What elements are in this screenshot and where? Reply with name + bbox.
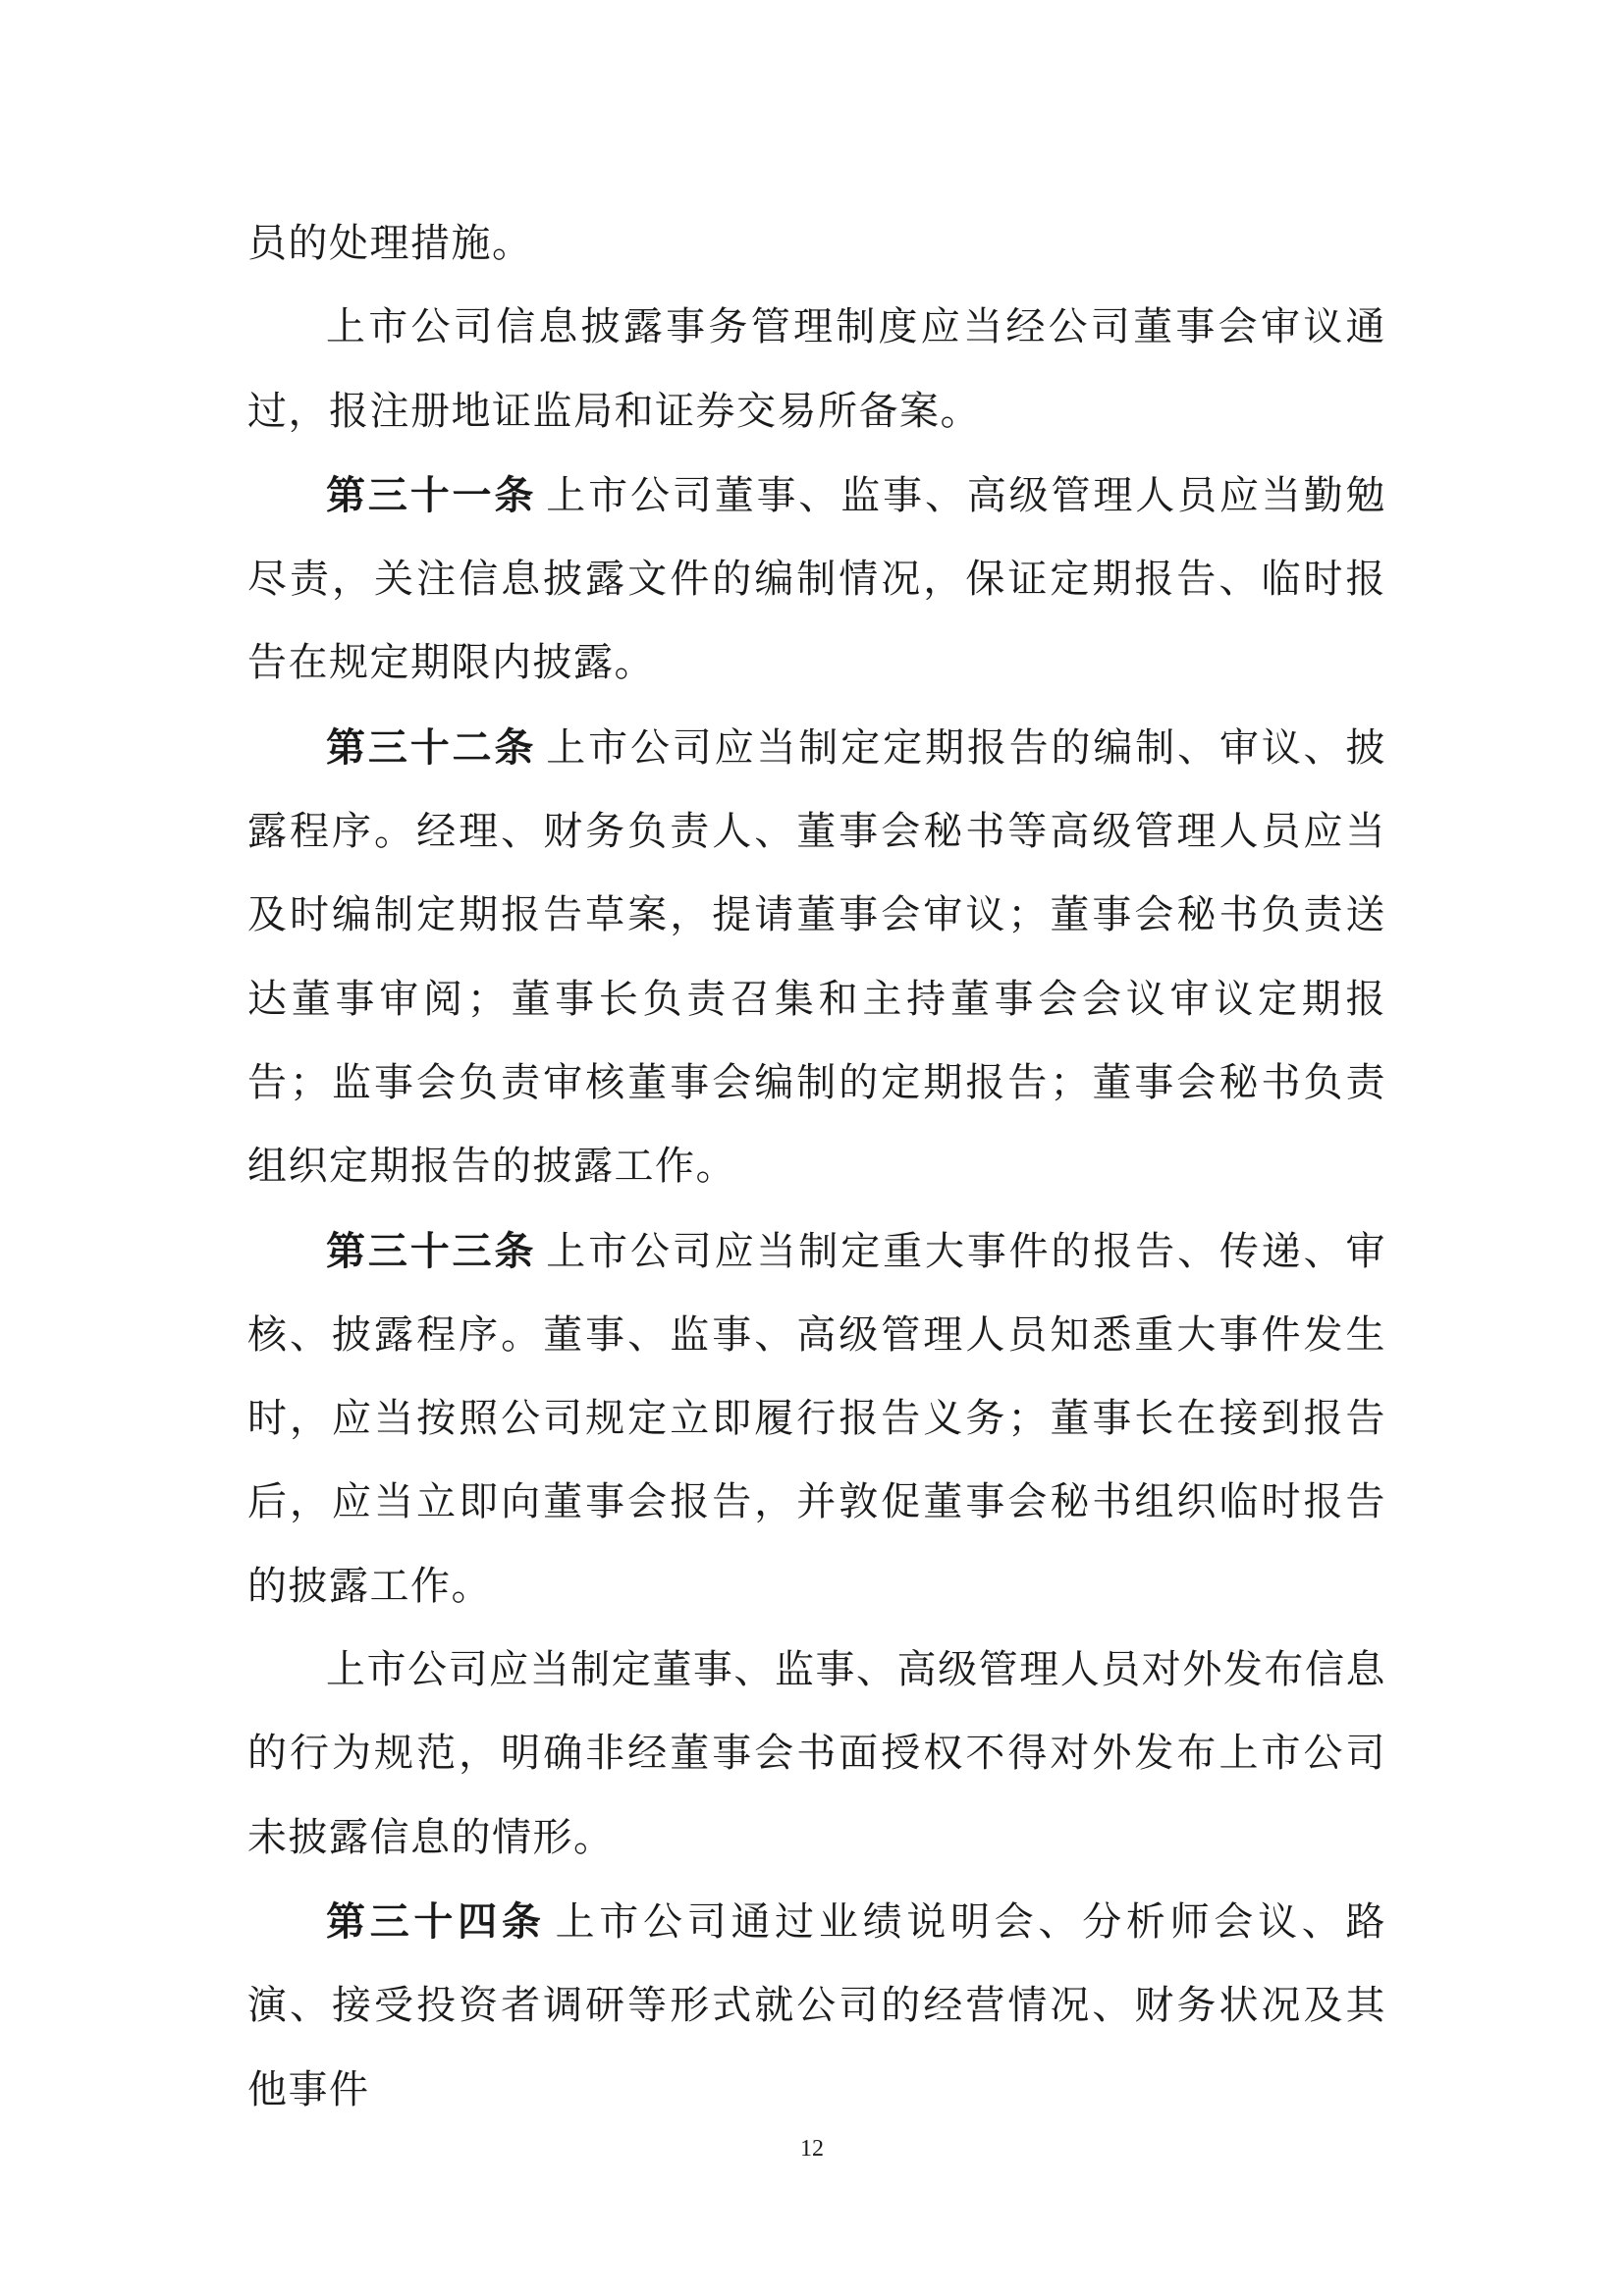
- paragraph-text: 上市公司应当制定董事、监事、高级管理人员对外发布信息的行为规范，明确非经董事会书面授权不得对外发布上市公司未披露信息的情形。: [247, 1647, 1386, 1860]
- paragraph-text: 员的处理措施。: [247, 221, 533, 266]
- article-number: 第三十三条: [326, 1227, 537, 1274]
- paragraph-text: 上市公司应当制定重大事件的报告、传递、审核、披露程序。董事、监事、高级管理人员知悉重大事件发生时，应当按照公司规定立即履行报告义务；董事长在接到报告后，应当立即向董事会报告，并敦促董事会秘书组织临时报告的披露工作。: [247, 1228, 1387, 1609]
- paragraph-text: 上市公司应当制定定期报告的编制、审议、披露程序。经理、财务负责人、董事会秘书等高级管理人员应当及时编制定期报告草案，提请董事会审议；董事会秘书负责送达董事审阅；董事长负责召集和主持董事会会议审议定期报告；监事会负责审核董事会编制的定期报告；董事会秘书负责组织定期报告的披露工作。: [247, 724, 1387, 1190]
- paragraph-article-32: [247, 706, 1386, 1209]
- paragraph-text: 上市公司信息披露事务管理制度应当经公司董事会审议通过，报注册地证监局和证券交易所备案。: [247, 304, 1386, 434]
- paragraph-continuation: [247, 202, 1386, 286]
- paragraph-text: 上市公司董事、监事、高级管理人员应当勤勉尽责，关注信息披露文件的编制情况，保证定期报告、临时报告在规定期限内披露。: [247, 472, 1387, 686]
- paragraph-conduct-rules: [247, 1629, 1386, 1880]
- paragraph-article-34: [247, 1880, 1386, 2132]
- paragraph-filing-requirement: [247, 286, 1386, 454]
- paragraph-text: 上市公司通过业绩说明会、分析师会议、路演、接受投资者调研等形式就公司的经营情况、财务状况及其他事件: [247, 1898, 1387, 2112]
- article-number: 第三十四条: [326, 1897, 546, 1945]
- article-number: 第三十二条: [326, 723, 537, 771]
- document-body: [247, 202, 1386, 2132]
- article-number: 第三十一条: [326, 471, 537, 518]
- paragraph-article-31: [247, 454, 1386, 706]
- page-number: 12: [800, 2136, 824, 2162]
- paragraph-article-33: [247, 1209, 1386, 1629]
